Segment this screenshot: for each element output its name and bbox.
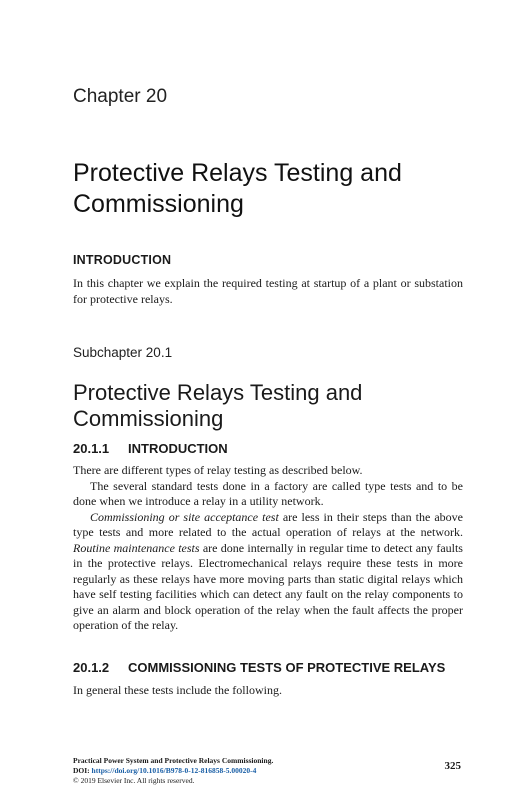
section-heading [73, 441, 228, 456]
paragraph: There are different types of relay testing as described below. [73, 463, 363, 477]
section-title: COMMISSIONING TESTS OF PROTECTIVE RELAYS [128, 660, 446, 675]
doi-link[interactable]: https://doi.org/10.1016/B978-0-12-816858-5.00020-4 [91, 766, 257, 775]
book-title: Practical Power System and Protective Relays Commissioning. [73, 756, 274, 765]
section-body: In general these tests include the following. [73, 683, 282, 697]
emphasis: Routine maintenance tests [73, 540, 200, 555]
page-number: 325 [444, 760, 461, 772]
chapter-label: Chapter 20 [73, 86, 168, 107]
paragraph [73, 510, 463, 634]
section-number: 20.1.1 [73, 441, 110, 456]
page-footer [73, 756, 463, 786]
section-number: 20.1.2 [73, 660, 110, 675]
introduction-text: In this chapter we explain the required testing at startup of a plant or substation for protective relays. [73, 276, 463, 306]
emphasis: Commissioning or site acceptance test [90, 509, 279, 524]
paragraph-text: are done internally in regular time to detect any faults in the protective relays. Electromechanical relays require these tests in more regularly as these relays have more moving parts than static digital relays which have self testing facilities which can detect any fault on the relay components to give an alarm and block operation of the relay when the fault affects the proper operation of the relay. [73, 540, 463, 632]
subchapter-label: Subchapter 20.1 [73, 345, 173, 360]
subchapter-title: Protective Relays Testing and Commissioning [73, 380, 363, 431]
copyright: © 2019 Elsevier Inc. All rights reserved. [73, 776, 195, 785]
introduction-heading: INTRODUCTION [73, 253, 172, 267]
doi-label: DOI: [73, 766, 92, 775]
paragraph-text: are less in their steps than the above type tests and more related to the actual operation of relays at the network. [73, 509, 463, 539]
section-body [73, 463, 463, 634]
doi-line [73, 766, 463, 776]
chapter-title: Protective Relays Testing and Commissioning [73, 159, 402, 218]
paragraph: The several standard tests done in a factory are called type tests and to be done when we introduce a relay in a utility network. [73, 478, 463, 508]
section-title: INTRODUCTION [128, 441, 228, 456]
section-heading [73, 660, 445, 675]
